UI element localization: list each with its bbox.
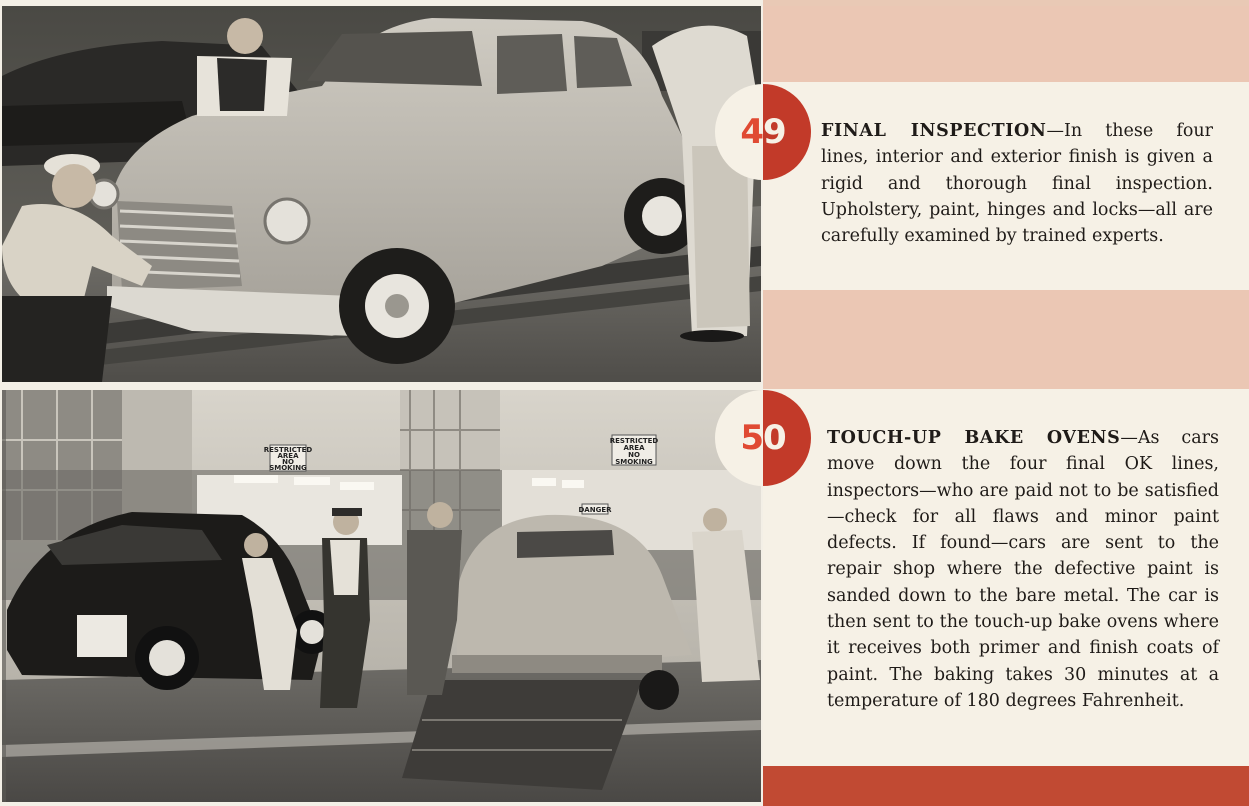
sign-right-line1: RESTRICTED (609, 437, 659, 445)
pink-band-top (763, 6, 1249, 82)
touch-up-bake-ovens-body: —As cars move down the four final OK lines, inspectors—who are paid not to be satisfied—check for all flaws and minor paint defects. If found—cars are sent to the repair shop where the defective paint is sanded down to the bare metal. The car is then sent to the touch-up bake ovens where it receives both primer and finish coats of paint. The baking takes 30 minutes at a temperature of 180 degrees Fahrenheit. (827, 428, 1219, 711)
step-50-badge (715, 390, 811, 486)
sign-left-line2: AREA (277, 452, 299, 460)
sign-left-line1: RESTRICTED (263, 446, 313, 454)
danger-sign-text: DANGER (578, 506, 612, 514)
step-50-digit-2: 0 (763, 418, 786, 458)
touch-up-bake-ovens-text (827, 425, 1219, 714)
sign-left-line4: SMOKING (269, 464, 307, 472)
sign-right-line2: AREA (623, 444, 645, 452)
final-inspection-illustration (2, 6, 761, 382)
sign-right-line4: SMOKING (615, 458, 653, 466)
touch-up-bake-ovens-heading: TOUCH-UP BAKE OVENS (827, 428, 1121, 448)
step-49-digit-2: 9 (763, 112, 786, 152)
pink-band-middle (763, 290, 1249, 389)
step-49-number (740, 112, 785, 152)
sign-right-line3: NO (628, 451, 640, 459)
step-50-number (740, 418, 785, 458)
final-inspection-heading: FINAL INSPECTION (821, 121, 1047, 141)
step-49-digit-1: 4 (740, 112, 763, 152)
sign-left-line3: NO (282, 458, 294, 466)
final-inspection-photo (2, 6, 761, 382)
bake-ovens-photo (2, 390, 761, 802)
final-inspection-text (821, 118, 1213, 249)
step-50-digit-1: 5 (740, 418, 763, 458)
step-49-badge (715, 84, 811, 180)
final-inspection-body: —In these four lines, interior and exterior finish is given a rigid and thorough final inspection. Upholstery, paint, hinges and locks—all are carefully examined by trained experts. (821, 121, 1213, 247)
bake-ovens-illustration (2, 390, 761, 802)
red-band-bottom (763, 766, 1249, 806)
